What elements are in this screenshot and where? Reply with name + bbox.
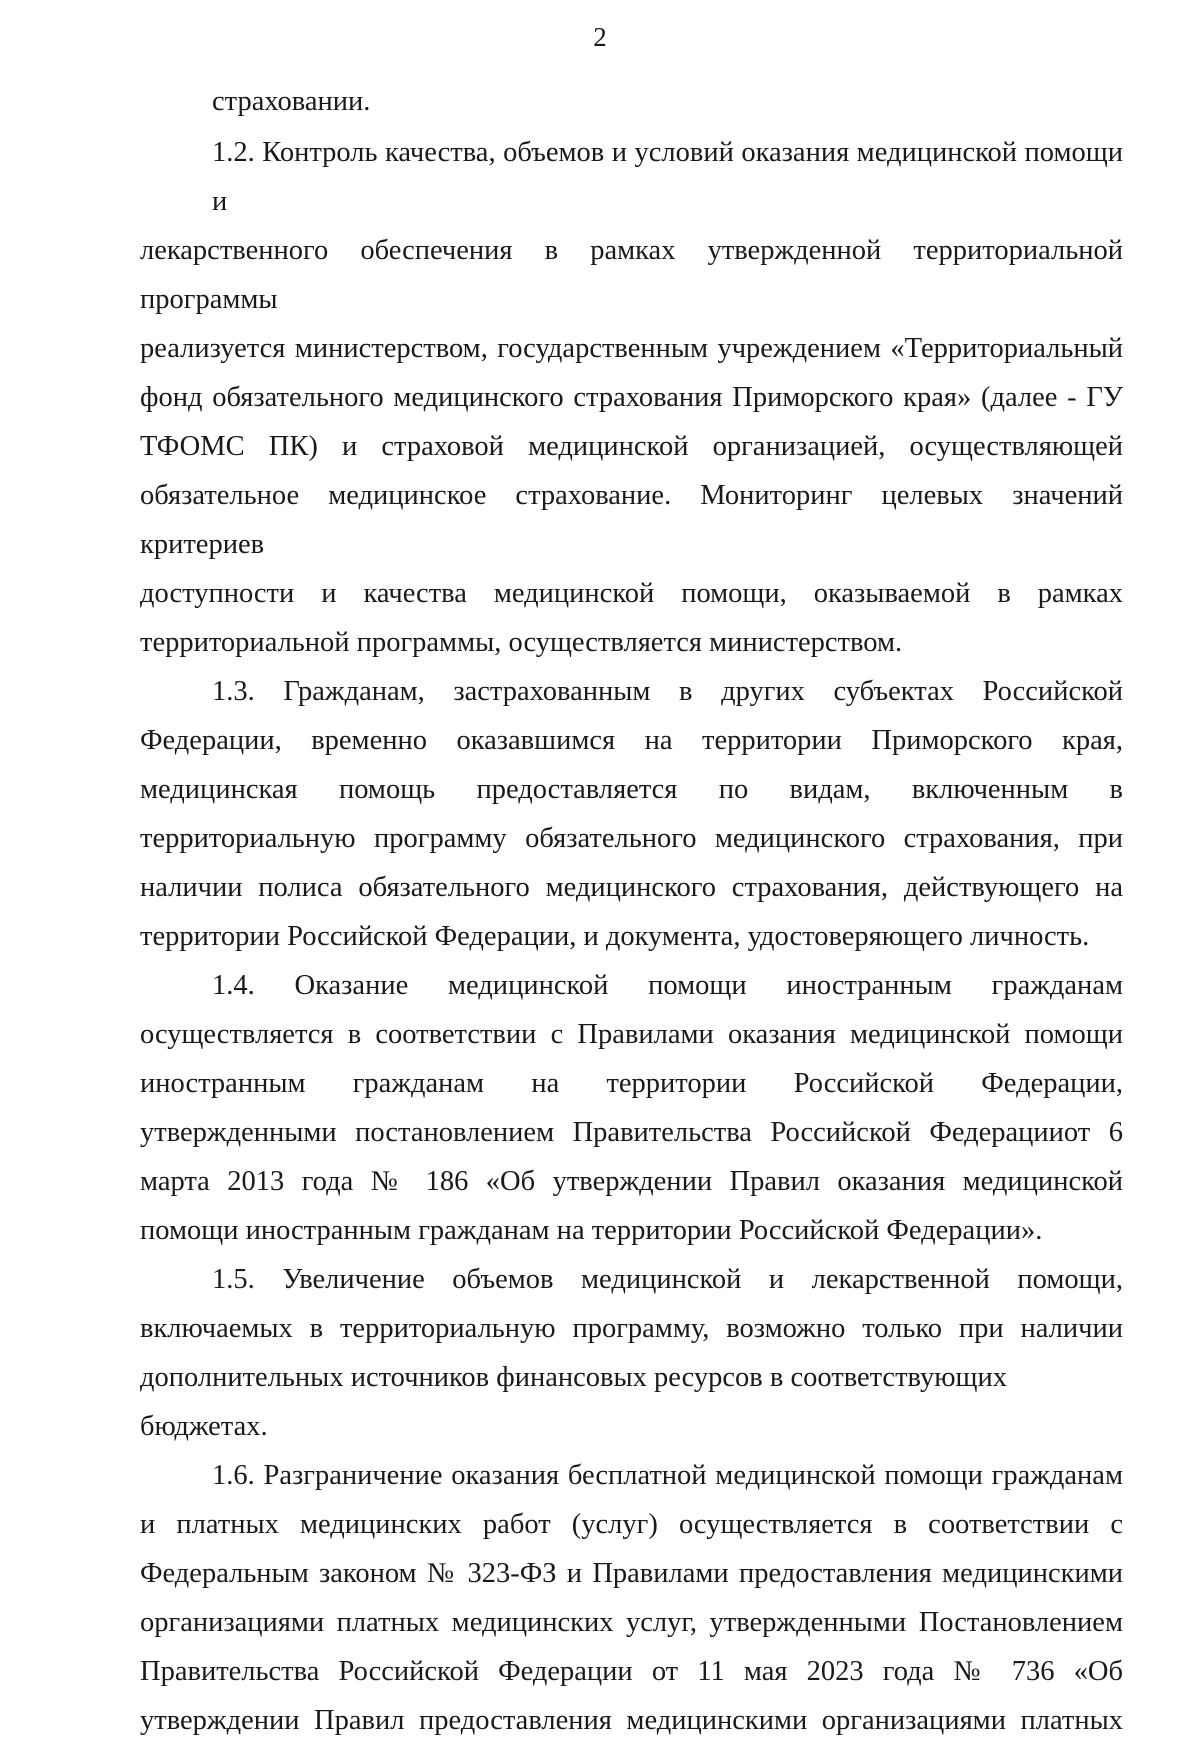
text-line: территориальную программу обязательного медицинского страхования, при <box>140 823 1123 854</box>
paragraph-1-5 <box>140 1255 1123 1451</box>
paragraph-1-6 <box>140 1451 1123 1745</box>
text-line: территории Российской Федерации, и документа, удостоверяющего личность. <box>140 921 1090 952</box>
page-number: 2 <box>593 22 607 52</box>
text-line: обязательное медицинское страхование. Мониторинг целевых значений критериев <box>140 480 1123 560</box>
paragraph-1-3 <box>140 667 1123 961</box>
paragraph-continuation <box>140 77 1123 126</box>
text-line: 1.5. Увеличение объемов медицинской и лекарственной помощи, <box>212 1264 1123 1295</box>
text-line: помощи иностранным гражданам на территории Российской Федерации». <box>140 1215 1043 1246</box>
text-line: организациями платных медицинских услуг, утвержденными Постановлением <box>140 1607 1123 1638</box>
text-line: территориальной программы, осуществляется министерством. <box>140 627 903 658</box>
text-line: включаемых в территориальную программу, возможно только при наличии <box>140 1313 1123 1344</box>
text-line: утвержденными постановлением Правительства Российской Федерацииот 6 <box>140 1117 1123 1148</box>
text-line: иностранным гражданам на территории Российской Федерации, <box>140 1068 1123 1099</box>
text-line: осуществляется в соответствии с Правилами оказания медицинской помощи <box>140 1019 1123 1050</box>
text-line: ТФОМС ПК) и страховой медицинской организацией, осуществляющей <box>140 431 1123 462</box>
text-line: 1.4. Оказание медицинской помощи иностранным гражданам <box>212 970 1123 1001</box>
text-line: лекарственного обеспечения в рамках утвержденной территориальной программы <box>140 235 1123 315</box>
text-line: Правительства Российской Федерации от 11 мая 2023 года № 736 «Об <box>140 1656 1123 1687</box>
text-line: марта 2013 года № 186 «Об утверждении Правил оказания медицинской <box>140 1166 1123 1197</box>
text-line: Федеральным законом № 323-ФЗ и Правилами предоставления медицинскими <box>140 1558 1123 1589</box>
text-line: страховании. <box>212 86 371 117</box>
text-line: наличии полиса обязательного медицинского страхования, действующего на <box>140 872 1123 903</box>
text-line: 1.3. Гражданам, застрахованным в других субъектах Российской <box>212 676 1123 707</box>
text-line: 1.2. Контроль качества, объемов и условий оказания медицинской помощи и <box>212 137 1123 217</box>
paragraph-1-4 <box>140 961 1123 1255</box>
text-line: и платных медицинских работ (услуг) осуществляется в соответствии с <box>140 1509 1123 1540</box>
text-line: Федерации, временно оказавшимся на территории Приморского края, <box>140 725 1123 756</box>
text-line: утверждении Правил предоставления медицинскими организациями платных <box>140 1705 1123 1736</box>
text-line: доступности и качества медицинской помощи, оказываемой в рамках <box>140 578 1123 609</box>
text-line: дополнительных источников финансовых ресурсов в соответствующих бюджетах. <box>140 1362 1008 1442</box>
text-line: фонд обязательного медицинского страхования Приморского края» (далее - ГУ <box>140 382 1123 413</box>
text-line: 1.6. Разграничение оказания бесплатной медицинской помощи гражданам <box>212 1460 1123 1491</box>
text-line: реализуется министерством, государственным учреждением «Территориальный <box>140 333 1123 364</box>
document-body <box>140 77 1123 1745</box>
paragraph-1-2 <box>140 128 1123 667</box>
text-line: медицинская помощь предоставляется по видам, включенным в <box>140 774 1123 805</box>
